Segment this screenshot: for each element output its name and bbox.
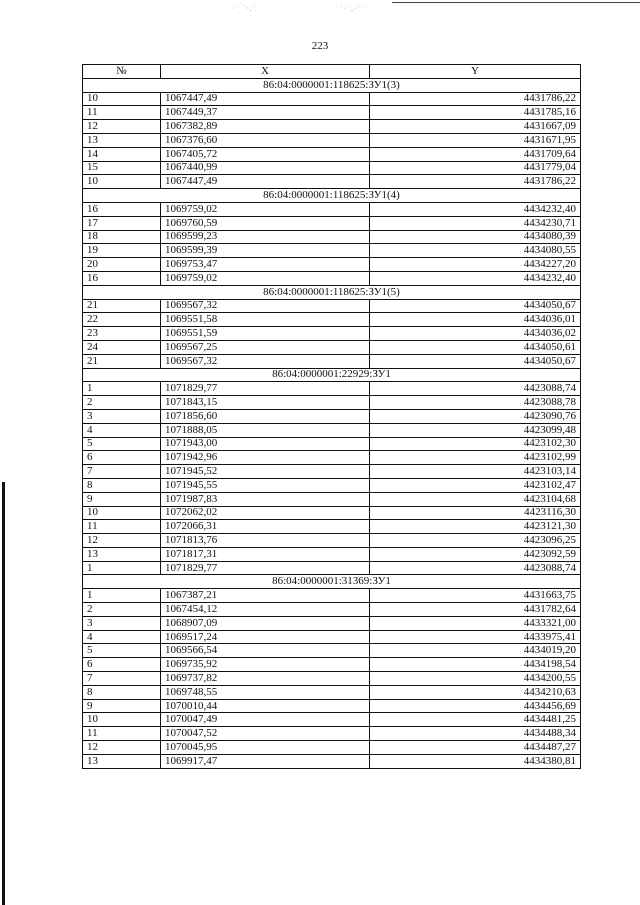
cell-y: 4423096,25 xyxy=(370,534,581,548)
table-row xyxy=(83,727,581,741)
cell-y: 4423088,74 xyxy=(370,561,581,575)
cell-num: 15 xyxy=(83,161,161,175)
section-title-row xyxy=(83,285,581,299)
table-row xyxy=(83,534,581,548)
table-row xyxy=(83,120,581,134)
cell-y: 4423090,76 xyxy=(370,409,581,423)
table-row xyxy=(83,603,581,617)
cell-x: 1071987,83 xyxy=(161,492,370,506)
cell-num: 16 xyxy=(83,271,161,285)
cell-num: 12 xyxy=(83,120,161,134)
table-row xyxy=(83,382,581,396)
cell-num: 17 xyxy=(83,216,161,230)
cell-num: 5 xyxy=(83,437,161,451)
cell-y: 4423088,78 xyxy=(370,396,581,410)
cell-num: 12 xyxy=(83,741,161,755)
cell-x: 1067376,60 xyxy=(161,133,370,147)
cell-y: 4434080,39 xyxy=(370,230,581,244)
cell-y: 4423088,74 xyxy=(370,382,581,396)
cell-x: 1070045,95 xyxy=(161,741,370,755)
table-row xyxy=(83,396,581,410)
cell-x: 1067440,99 xyxy=(161,161,370,175)
cell-y: 4434481,25 xyxy=(370,713,581,727)
section-title-row xyxy=(83,78,581,92)
table-row xyxy=(83,175,581,189)
cell-x: 1069917,47 xyxy=(161,754,370,768)
table-row xyxy=(83,106,581,120)
table-row xyxy=(83,644,581,658)
cell-y: 4434080,55 xyxy=(370,244,581,258)
cell-y: 4431785,16 xyxy=(370,106,581,120)
cell-x: 1070010,44 xyxy=(161,699,370,713)
cell-x: 1067387,21 xyxy=(161,589,370,603)
cell-y: 4434210,63 xyxy=(370,685,581,699)
cell-num: 21 xyxy=(83,354,161,368)
page-number: 223 xyxy=(311,40,329,52)
cell-y: 4431786,22 xyxy=(370,175,581,189)
cell-x: 1069760,59 xyxy=(161,216,370,230)
cell-y: 4433975,41 xyxy=(370,630,581,644)
cell-y: 4431671,95 xyxy=(370,133,581,147)
cell-x: 1069753,47 xyxy=(161,258,370,272)
cell-x: 1069735,92 xyxy=(161,658,370,672)
table-row xyxy=(83,741,581,755)
cell-num: 21 xyxy=(83,299,161,313)
table-row xyxy=(83,258,581,272)
cell-y: 4423099,48 xyxy=(370,423,581,437)
table-row xyxy=(83,685,581,699)
table-row xyxy=(83,147,581,161)
cell-y: 4434050,61 xyxy=(370,340,581,354)
cell-x: 1069748,55 xyxy=(161,685,370,699)
cell-num: 1 xyxy=(83,561,161,575)
table-row xyxy=(83,327,581,341)
section-title-row xyxy=(83,575,581,589)
header-num: № xyxy=(83,65,161,79)
cell-x: 1067405,72 xyxy=(161,147,370,161)
section-title: 86:04:0000001:31369:ЗУ1 xyxy=(83,575,581,589)
cell-x: 1069567,32 xyxy=(161,299,370,313)
cell-x: 1069567,32 xyxy=(161,354,370,368)
cell-x: 1071829,77 xyxy=(161,382,370,396)
cell-num: 16 xyxy=(83,202,161,216)
cell-x: 1071856,60 xyxy=(161,409,370,423)
cell-x: 1072062,02 xyxy=(161,506,370,520)
cell-num: 23 xyxy=(83,327,161,341)
header-x: X xyxy=(161,65,370,79)
cell-x: 1070047,52 xyxy=(161,727,370,741)
cell-x: 1071943,00 xyxy=(161,437,370,451)
table-row xyxy=(83,478,581,492)
cell-y: 4423104,68 xyxy=(370,492,581,506)
cell-num: 7 xyxy=(83,465,161,479)
table-row xyxy=(83,133,581,147)
cell-y: 4431663,75 xyxy=(370,589,581,603)
cell-num: 10 xyxy=(83,92,161,106)
table-row xyxy=(83,561,581,575)
cell-num: 13 xyxy=(83,754,161,768)
cell-y: 4423102,99 xyxy=(370,451,581,465)
cell-num: 22 xyxy=(83,313,161,327)
table-row xyxy=(83,506,581,520)
cell-num: 5 xyxy=(83,644,161,658)
cell-y: 4431782,64 xyxy=(370,603,581,617)
cell-x: 1072066,31 xyxy=(161,520,370,534)
table-row xyxy=(83,161,581,175)
scan-top-rule xyxy=(392,2,640,3)
cell-y: 4431779,04 xyxy=(370,161,581,175)
table-body xyxy=(83,78,581,768)
cell-x: 1069551,59 xyxy=(161,327,370,341)
cell-num: 13 xyxy=(83,133,161,147)
cell-y: 4434232,40 xyxy=(370,202,581,216)
cell-x: 1067382,89 xyxy=(161,120,370,134)
cell-num: 11 xyxy=(83,106,161,120)
cell-num: 24 xyxy=(83,340,161,354)
cell-y: 4434198,54 xyxy=(370,658,581,672)
table-row xyxy=(83,630,581,644)
cell-num: 11 xyxy=(83,727,161,741)
cell-x: 1067454,12 xyxy=(161,603,370,617)
cell-num: 2 xyxy=(83,396,161,410)
cell-num: 8 xyxy=(83,685,161,699)
cell-num: 6 xyxy=(83,658,161,672)
cell-x: 1069599,39 xyxy=(161,244,370,258)
cell-x: 1067447,49 xyxy=(161,92,370,106)
cell-y: 4423121,30 xyxy=(370,520,581,534)
cell-y: 4423102,47 xyxy=(370,478,581,492)
cell-x: 1071945,55 xyxy=(161,478,370,492)
cell-y: 4434200,55 xyxy=(370,672,581,686)
scan-noise-mark: ·˙ ˙·.˙ xyxy=(232,4,257,13)
table-row xyxy=(83,437,581,451)
cell-y: 4431667,09 xyxy=(370,120,581,134)
section-title: 86:04:0000001:118625:ЗУ1(4) xyxy=(83,189,581,203)
table-row xyxy=(83,92,581,106)
cell-y: 4434230,71 xyxy=(370,216,581,230)
cell-num: 1 xyxy=(83,589,161,603)
cell-x: 1070047,49 xyxy=(161,713,370,727)
section-title-row xyxy=(83,368,581,382)
cell-y: 4434232,40 xyxy=(370,271,581,285)
section-title: 86:04:0000001:22929:ЗУ1 xyxy=(83,368,581,382)
cell-num: 8 xyxy=(83,478,161,492)
cell-x: 1071888,05 xyxy=(161,423,370,437)
table-row xyxy=(83,299,581,313)
cell-num: 13 xyxy=(83,547,161,561)
cell-num: 12 xyxy=(83,534,161,548)
scan-edge-bar xyxy=(2,482,5,905)
cell-num: 3 xyxy=(83,616,161,630)
table-row xyxy=(83,451,581,465)
cell-num: 9 xyxy=(83,492,161,506)
table-row xyxy=(83,230,581,244)
cell-x: 1068907,09 xyxy=(161,616,370,630)
table-row xyxy=(83,547,581,561)
table-row xyxy=(83,313,581,327)
cell-y: 4434019,20 xyxy=(370,644,581,658)
cell-y: 4433321,00 xyxy=(370,616,581,630)
cell-num: 14 xyxy=(83,147,161,161)
cell-y: 4434488,34 xyxy=(370,727,581,741)
cell-y: 4434456,69 xyxy=(370,699,581,713)
cell-num: 10 xyxy=(83,713,161,727)
cell-num: 19 xyxy=(83,244,161,258)
cell-y: 4423092,59 xyxy=(370,547,581,561)
cell-num: 4 xyxy=(83,423,161,437)
table-row xyxy=(83,216,581,230)
table-row xyxy=(83,520,581,534)
cell-y: 4434380,81 xyxy=(370,754,581,768)
section-title: 86:04:0000001:118625:ЗУ1(5) xyxy=(83,285,581,299)
table-row xyxy=(83,713,581,727)
cell-y: 4434050,67 xyxy=(370,354,581,368)
table-row xyxy=(83,340,581,354)
cell-num: 11 xyxy=(83,520,161,534)
table-row xyxy=(83,754,581,768)
table-row xyxy=(83,409,581,423)
table-header-row xyxy=(83,65,581,79)
cell-x: 1071817,31 xyxy=(161,547,370,561)
cell-x: 1069759,02 xyxy=(161,271,370,285)
cell-x: 1071843,15 xyxy=(161,396,370,410)
cell-x: 1067447,49 xyxy=(161,175,370,189)
table-row xyxy=(83,589,581,603)
cell-x: 1071813,76 xyxy=(161,534,370,548)
table-row xyxy=(83,465,581,479)
table-row xyxy=(83,616,581,630)
table-row xyxy=(83,423,581,437)
cell-y: 4423102,30 xyxy=(370,437,581,451)
cell-num: 4 xyxy=(83,630,161,644)
cell-num: 20 xyxy=(83,258,161,272)
table-row xyxy=(83,699,581,713)
cell-x: 1067449,37 xyxy=(161,106,370,120)
cell-x: 1069599,23 xyxy=(161,230,370,244)
cell-num: 3 xyxy=(83,409,161,423)
cell-y: 4434036,02 xyxy=(370,327,581,341)
coordinates-table xyxy=(82,64,581,769)
cell-y: 4434036,01 xyxy=(370,313,581,327)
table-row xyxy=(83,202,581,216)
cell-num: 7 xyxy=(83,672,161,686)
cell-y: 4434487,27 xyxy=(370,741,581,755)
table-row xyxy=(83,354,581,368)
section-title: 86:04:0000001:118625:ЗУ1(3) xyxy=(83,78,581,92)
cell-num: 2 xyxy=(83,603,161,617)
cell-num: 18 xyxy=(83,230,161,244)
table-row xyxy=(83,271,581,285)
cell-num: 10 xyxy=(83,175,161,189)
table-row xyxy=(83,244,581,258)
cell-x: 1069567,25 xyxy=(161,340,370,354)
cell-y: 4423103,14 xyxy=(370,465,581,479)
cell-y: 4434227,20 xyxy=(370,258,581,272)
scan-noise-mark: ˙·˙.·˙˙ xyxy=(340,4,365,13)
cell-x: 1071945,52 xyxy=(161,465,370,479)
header-y: Y xyxy=(370,65,581,79)
cell-y: 4434050,67 xyxy=(370,299,581,313)
section-title-row xyxy=(83,189,581,203)
cell-y: 4431709,64 xyxy=(370,147,581,161)
cell-num: 9 xyxy=(83,699,161,713)
cell-y: 4423116,30 xyxy=(370,506,581,520)
cell-y: 4431786,22 xyxy=(370,92,581,106)
cell-x: 1069737,82 xyxy=(161,672,370,686)
cell-x: 1071942,96 xyxy=(161,451,370,465)
cell-num: 1 xyxy=(83,382,161,396)
cell-x: 1069566,54 xyxy=(161,644,370,658)
cell-x: 1071829,77 xyxy=(161,561,370,575)
cell-num: 6 xyxy=(83,451,161,465)
table-row xyxy=(83,658,581,672)
cell-x: 1069759,02 xyxy=(161,202,370,216)
table-row xyxy=(83,492,581,506)
cell-num: 10 xyxy=(83,506,161,520)
cell-x: 1069517,24 xyxy=(161,630,370,644)
table-row xyxy=(83,672,581,686)
cell-x: 1069551,58 xyxy=(161,313,370,327)
